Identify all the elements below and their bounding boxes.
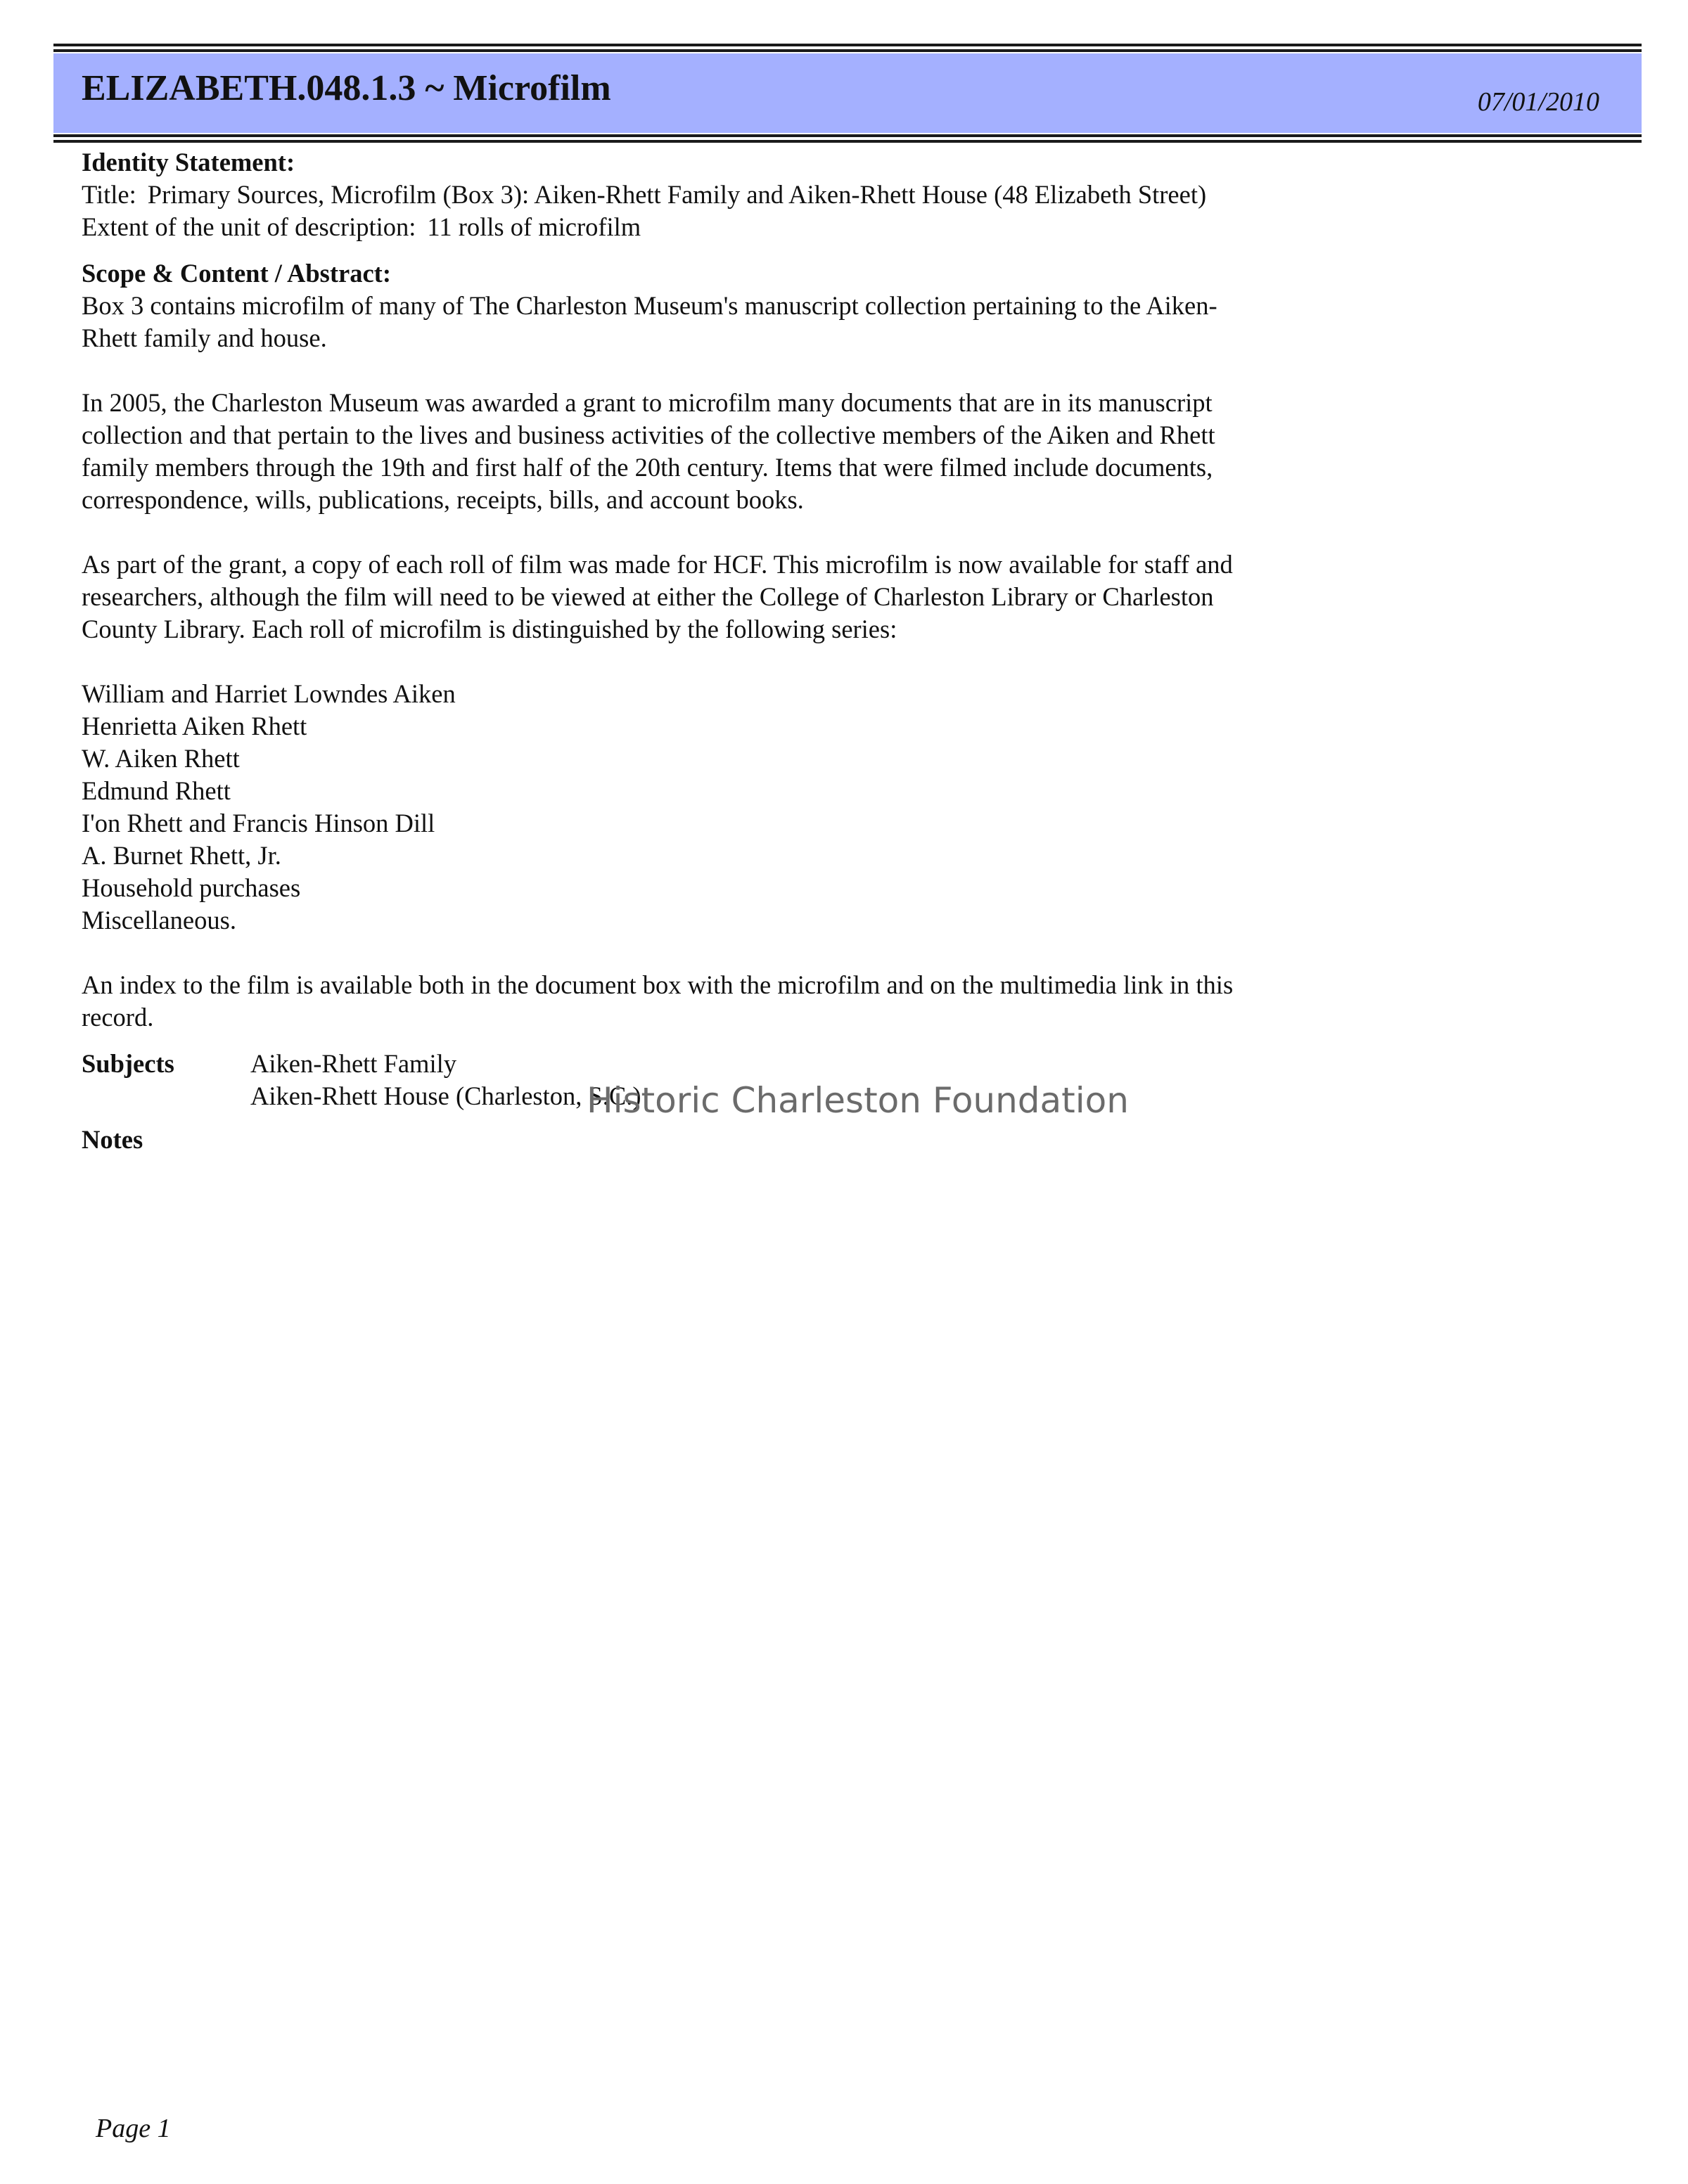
series-item: William and Harriet Lowndes Aiken <box>82 679 456 708</box>
series-item: Edmund Rhett <box>82 776 231 805</box>
subjects-label: Subjects <box>82 1049 174 1078</box>
identity-title-label: Title: <box>82 180 136 209</box>
identity-title-line <box>82 179 1263 211</box>
series-item: A. Burnet Rhett, Jr. <box>82 841 281 870</box>
identity-heading: Identity Statement: <box>82 148 295 176</box>
header-rule-bottom-inner <box>53 134 1642 137</box>
record-date: 07/01/2010 <box>1477 87 1599 117</box>
watermark: Historic Charleston Foundation <box>587 1080 1129 1121</box>
scope-paragraph-2: In 2005, the Charleston Museum was awarded a grant to microfilm many documents that are in its manuscript collection and that pertain to the lives and business activities of the collective members of the Aiken and Rhett family members through the 19th and first half of the 20th century. Items that were filmed include documents, correspondence, wills, publications, receipts, bills, and account books. <box>82 388 1215 514</box>
page-number: 1 <box>157 2114 171 2143</box>
series-item: I'on Rhett and Francis Hinson Dill <box>82 809 435 837</box>
notes-label: Notes <box>82 1125 143 1154</box>
scope-paragraph-3: As part of the grant, a copy of each roll of film was made for HCF. This microfilm is now available for staff and researchers, although the film will need to be viewed at either the College of Charleston Library or Charleston County Library. Each roll of microfilm is distinguished by the following series: <box>82 550 1233 643</box>
subject-item: Aiken-Rhett Family <box>250 1049 456 1078</box>
series-item: Household purchases <box>82 873 301 902</box>
header-rule-bottom <box>53 140 1642 143</box>
header-rule-top <box>53 44 1642 46</box>
series-item: Henrietta Aiken Rhett <box>82 712 307 740</box>
identity-extent-value: 11 rolls of microfilm <box>427 212 641 241</box>
record-content <box>82 146 1263 1156</box>
page-footer <box>96 2115 171 2142</box>
series-item: W. Aiken Rhett <box>82 744 240 773</box>
series-list <box>82 678 1263 937</box>
scope-paragraph-1: Box 3 contains microfilm of many of The Charleston Museum's manuscript collection pertaining to the Aiken-Rhett family and house. <box>82 291 1217 352</box>
subjects-list <box>250 1048 641 1112</box>
header-rule-top-inner <box>53 49 1642 52</box>
subject-item: Aiken-Rhett House (Charleston, S.C.) <box>250 1081 641 1110</box>
identity-title-value: Primary Sources, Microfilm (Box 3): Aiken-Rhett Family and Aiken-Rhett House (48 Elizabeth Street) <box>147 180 1207 209</box>
scope-closing: An index to the film is available both in the document box with the microfilm and on the multimedia link in this record. <box>82 970 1234 1032</box>
record-title: ELIZABETH.048.1.3 ~ Microfilm <box>82 68 611 108</box>
identity-extent-line <box>82 211 1263 243</box>
series-item: Miscellaneous. <box>82 906 236 934</box>
page-label: Page <box>96 2114 151 2143</box>
scope-heading: Scope & Content / Abstract: <box>82 259 391 288</box>
identity-extent-label: Extent of the unit of description: <box>82 212 416 241</box>
